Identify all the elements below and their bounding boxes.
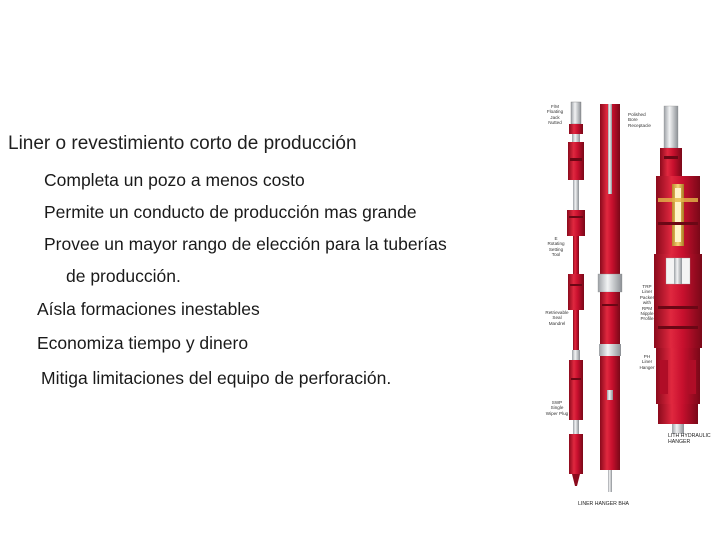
bha-caption: LINER HANGER BHA [578, 501, 630, 507]
trp-liner-packer-label: TRP Liner Packer with RPM Nipple Profile [639, 284, 655, 322]
slide-title: Liner o revestimiento corto de producción [8, 133, 357, 154]
running-tool-string [567, 102, 585, 486]
polished-bore-receptacle-label: Polished Bore Receptacle [628, 112, 651, 128]
ph-liner-hanger-label: PH Liner Hanger [639, 354, 655, 370]
liner-hanger-drawing [536, 98, 720, 514]
bullet-item: Economiza tiempo y dinero [37, 333, 249, 353]
hanger-cross-section [654, 106, 702, 434]
bullet-item: Mitiga limitaciones del equipo de perforación. [41, 368, 392, 388]
jack-nut-label: F/M Floating Jack Nutted [546, 104, 564, 126]
swp-plug-label: SWP Single Wiper Plug [545, 400, 569, 416]
rotating-setting-tool-label: E Rotating Setting Tool [547, 236, 565, 258]
bullet-item: Provee un mayor rango de elección para la tuberías [44, 234, 447, 254]
retrievable-seal-mandrel-label: Retrievable Seal Mandrel [545, 310, 569, 326]
bullet-item: Permite un conducto de producción mas grande [44, 202, 417, 222]
bullet-item: Completa un pozo a menos costo [44, 170, 305, 190]
bullet-item: Aísla formaciones inestables [37, 299, 260, 319]
hydraulic-hanger-label: LITH HYDRAULIC HANGER [668, 433, 711, 445]
liner-string [598, 104, 622, 492]
bullet-continuation: de producción. [66, 266, 181, 286]
liner-hanger-diagram [536, 98, 720, 514]
